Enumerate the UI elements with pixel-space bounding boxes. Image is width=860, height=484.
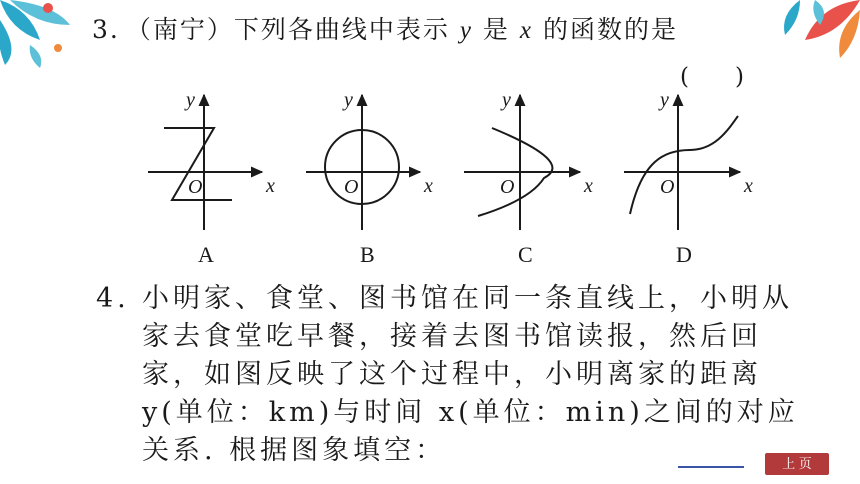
graph-c-x-label: x (584, 175, 593, 197)
var-y: y (459, 17, 473, 44)
top-left-leaf-decoration (0, 0, 90, 70)
graph-a-origin: O (188, 176, 203, 198)
answer-blank: ( ) (680, 64, 744, 90)
question-3-stem (92, 10, 678, 46)
question-number: 3. (92, 15, 120, 44)
text-line: 家去食堂吃早餐，接着去图书馆读报，然后回 (142, 321, 762, 352)
graph-d-origin: O (660, 176, 675, 198)
graph-a-x-label: x (266, 175, 275, 197)
text-line: 关系. 根据图象填空： (142, 435, 447, 466)
graph-b-y-label: y (344, 89, 353, 111)
graph-d-x-label: x (744, 175, 753, 197)
graph-a-option: A (198, 242, 214, 267)
stem-text: 下列各曲线中表示 (233, 15, 450, 44)
graph-d (624, 95, 740, 230)
graph-b-x-label: x (424, 175, 433, 197)
graph-c (464, 95, 580, 230)
text-line: y(单位：km)与时间 x(单位：min)之间的对应 (142, 397, 799, 428)
option-graphs (0, 80, 860, 270)
text-line: 小明家、食堂、图书馆在同一条直线上，小明从 (142, 283, 793, 314)
question-source: （南宁） (125, 15, 234, 44)
stem-text: 的函数的是 (542, 15, 678, 44)
graph-c-y-label: y (502, 89, 511, 111)
question-number: 4. (96, 283, 130, 314)
text-line: 家，如图反映了这个过程中，小明离家的距离 (142, 359, 762, 390)
top-right-leaf-decoration (760, 0, 860, 60)
prev-page-button[interactable]: 上 页 (765, 453, 829, 475)
answer-underline (678, 466, 744, 468)
graph-b-option: B (360, 242, 375, 267)
graph-d-option: D (676, 242, 692, 267)
graph-c-option: C (518, 242, 533, 267)
graph-d-y-label: y (660, 89, 669, 111)
stem-text: 是 (482, 15, 510, 44)
graph-b-origin: O (344, 176, 359, 198)
var-x: x (519, 17, 533, 44)
graph-b (306, 95, 420, 230)
graph-a-y-label: y (186, 89, 195, 111)
graph-a (148, 95, 262, 230)
graph-c-origin: O (500, 176, 515, 198)
